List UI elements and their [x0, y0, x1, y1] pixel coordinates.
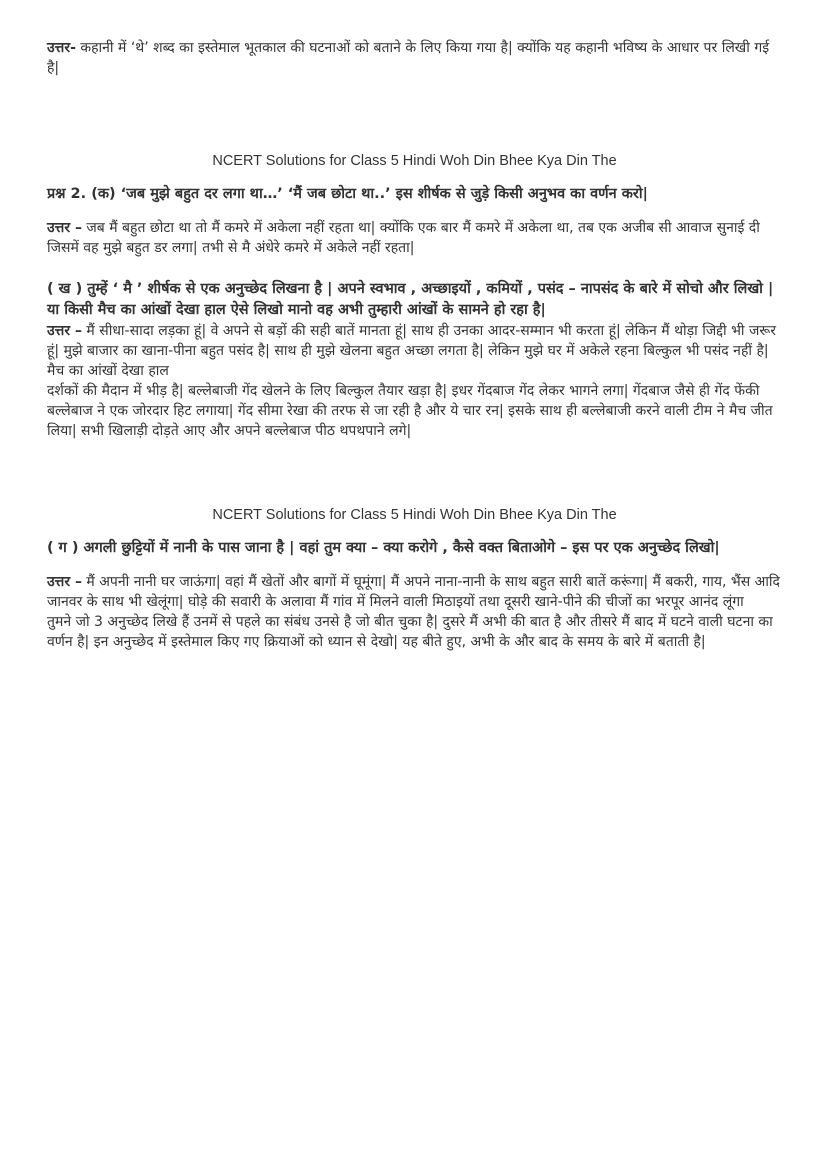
answer-label: उत्तर – [47, 323, 82, 339]
section-heading: NCERT Solutions for Class 5 Hindi Woh Din Bhee Kya Din The [212, 507, 617, 523]
closing-text: तुमने जो 3 अनुच्छेद लिखे हैं उनमें से पहले का संबंध उनसे है जो बीत चुका है| दुसरे मैं अभी की बात है और तीसरे मैं बाद में घटने वाली घटना का वर्णन है| इन अनुच्छेद में इस्तेमाल किए गए क्रियाओं को ध्यान से देखो| यह बीते हुए, अभी के और बाद के समय के बारे में बताती है| [47, 614, 773, 650]
answer-text: मैं अपनी नानी घर जाऊंगा| वहां मैं खेतों और बागों में घूमूंगा| मैं अपने नाना-नानी के साथ बहुत सारी बातें करूंगा| मैं बकरी, गाय, भैंस आदि जानवर के साथ भी खेलूंगा| घोड़े की सवारी के अलावा मैं गांव में मिलने वाली मिठाइयों तथा दूसरी खाने-पीने की चीजों का भरपूर आनंद लूंगा [47, 574, 780, 610]
question-2a: प्रश्न 2. (क) ‘जब मुझे बहुत दर लगा था…’ ‘मैं जब छोटा था..’ इस शीर्षक से जुड़े किसी अनुभव का वर्णन करो| [47, 186, 648, 202]
answer-text: जब मैं बहुत छोटा था तो मैं कमरे में अकेला नहीं रहता था| क्योंकि एक बार मैं कमरे में अकेला था, तब एक अजीब सी आवाज सुनाई दी जिसमें वह मुझे बहुत डर लगा| तभी से मै अंधेरे कमरे में अकेले नहीं रहता| [47, 220, 760, 256]
question-2b: ( ख ) तुम्हें ‘ मै ’ शीर्षक से एक अनुच्छेद लिखना है | अपने स्वभाव , अच्छाइयों , कमियों , पसंद – नापसंद के बारे में सोचो और लिखो | या किसी मैच का आंखों देखा हाल ऐसे लिखो मानो वह अभी तुम्हारी आंखों के सामने हो रहा है| [47, 281, 774, 318]
match-title: मैच का आंखों देखा हाल [47, 363, 169, 379]
match-text: दर्शकों की मैदान में भीड़ है| बल्लेबाजी गेंद खेलने के लिए बिल्कुल तैयार खड़ा है| इधर गेंदबाज गेंद लेकर भागने लगा| गेंदबाज जैसे ही गेंद फेंकी बल्लेबाज ने एक जोरदार हिट लगाया| गेंद सीमा रेखा की तरफ से जा रही है और ये चार रन| इसके साथ ही बल्लेबाजी करने वाली टीम ने मैच जीत लिया| सभी खिलाड़ी दोड़ते आए और अपने बल्लेबाज पीठ थपथपाने लगे| [47, 383, 773, 439]
question-2c: ( ग ) अगली छुट्टियों में नानी के पास जाना है | वहां तुम क्या – क्या करोगे , कैसे वक्त बिताओगे – इस पर एक अनुच्छेद लिखो| [47, 540, 720, 556]
answer-text: मैं सीधा-सादा लड़का हूं| वे अपने से बड़ों की सही बातें मानता हूं| साथ ही उनका आदर-सम्मान भी करता हूं| लेकिन मैं थोड़ा जिद्दी भी जरूर हूं| मुझे बाजार का खाना-पीना बहुत पसंद है| साथ ही मुझे खेलना बहुत अच्छा लगता है| लेकिन मुझे घर में अकेले रहना बिल्कुल भी पसंद नहीं है| [47, 323, 777, 359]
section-heading: NCERT Solutions for Class 5 Hindi Woh Din Bhee Kya Din The [212, 153, 617, 169]
answer-2a [47, 218, 782, 258]
document-page [47, 38, 782, 652]
answer-2b [47, 321, 782, 361]
intro-answer [47, 38, 782, 78]
answer-label: उत्तर- [47, 40, 76, 56]
answer-text: कहानी में ‘थे’ शब्द का इस्तेमाल भूतकाल की घटनाओं को बताने के लिए किया गया है| क्योंकि यह कहानी भविष्य के आधार पर लिखी गई है| [47, 40, 770, 76]
answer-2c [47, 572, 782, 612]
answer-label: उत्तर – [47, 220, 82, 236]
answer-label: उत्तर – [47, 574, 82, 590]
